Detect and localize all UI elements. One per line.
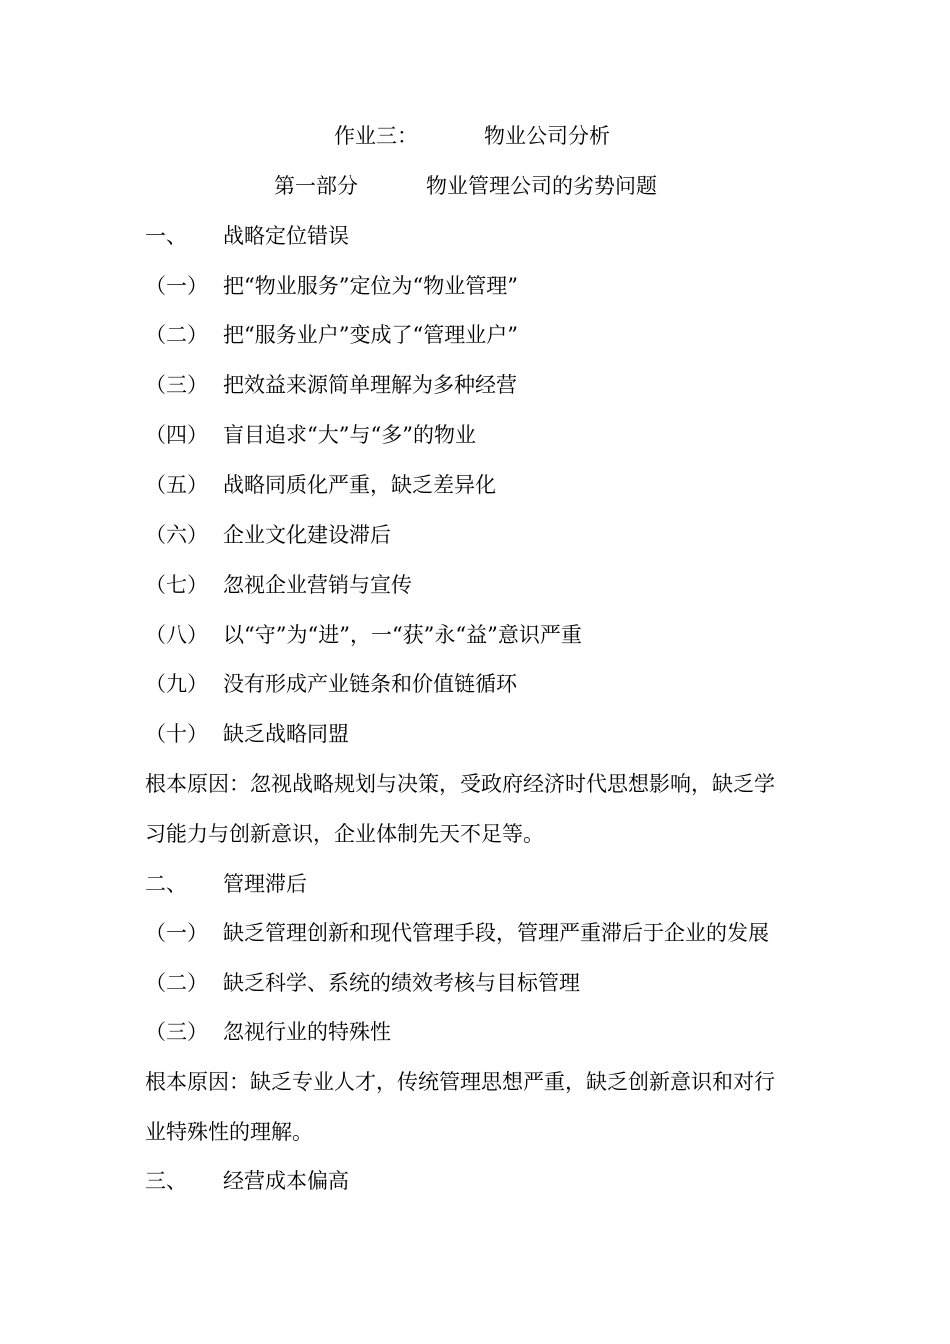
section-title: 战略定位错误 [223, 224, 349, 248]
list-item-number: （三） [145, 373, 208, 397]
section-title: 经营成本偏高 [223, 1169, 349, 1193]
list-item-number: （十） [145, 722, 208, 746]
list-item-text: 缺乏战略同盟 [223, 722, 349, 746]
list-item [145, 570, 412, 600]
section-heading [145, 869, 307, 899]
list-item [145, 470, 496, 500]
list-item-number: （一） [145, 921, 208, 945]
list-item [145, 520, 391, 550]
title-main: 物业公司分析 [484, 124, 610, 148]
list-item [145, 370, 517, 400]
section-title: 管理滞后 [223, 872, 307, 896]
list-item [145, 620, 582, 650]
list-item-number: （一） [145, 274, 208, 298]
document-subtitle [274, 171, 657, 201]
subtitle-prefix: 第一部分 [274, 174, 358, 198]
list-item-text: 把“服务业户”变成了“管理业户” [223, 323, 518, 347]
list-item-text: 战略同质化严重，缺乏差异化 [223, 473, 496, 497]
root-cause-line: 业特殊性的理解。 [145, 1120, 313, 1144]
section-number: 三、 [145, 1169, 187, 1193]
root-cause-line: 习能力与创新意识，企业体制先天不足等。 [145, 822, 544, 846]
list-item-text: 缺乏管理创新和现代管理手段，管理严重滞后于企业的发展 [223, 921, 769, 945]
list-item-text: 没有形成产业链条和价值链循环 [223, 672, 517, 696]
section-heading [145, 221, 349, 251]
list-item [145, 320, 518, 350]
section-number: 二、 [145, 872, 187, 896]
list-item-text: 企业文化建设滞后 [223, 523, 391, 547]
list-item-text: 以“守”为“进”，一“获”永“益”意识严重 [223, 623, 582, 647]
list-item [145, 968, 580, 998]
list-item-text: 把效益来源简单理解为多种经营 [223, 373, 517, 397]
list-item-number: （四） [145, 423, 208, 447]
list-item-number: （三） [145, 1020, 208, 1044]
list-item-text: 忽视行业的特殊性 [223, 1020, 391, 1044]
root-cause-line: 根本原因：忽视战略规划与决策，受政府经济时代思想影响，缺乏学 [145, 772, 775, 796]
section-number: 一、 [145, 224, 187, 248]
list-item-text: 缺乏科学、系统的绩效考核与目标管理 [223, 971, 580, 995]
list-item-text: 忽视企业营销与宣传 [223, 573, 412, 597]
section-heading [145, 1166, 349, 1196]
list-item [145, 1017, 391, 1047]
list-item [145, 420, 476, 450]
list-item [145, 719, 349, 749]
list-item-text: 盲目追求“大”与“多”的物业 [223, 423, 476, 447]
root-cause-paragraph [145, 1057, 815, 1157]
root-cause-paragraph [145, 759, 815, 859]
list-item [145, 271, 518, 301]
list-item-number: （九） [145, 672, 208, 696]
document-title [334, 121, 610, 151]
list-item-number: （七） [145, 573, 208, 597]
subtitle-main: 物业管理公司的劣势问题 [426, 174, 657, 198]
list-item-number: （二） [145, 971, 208, 995]
title-prefix: 作业三： [334, 124, 418, 148]
list-item-number: （二） [145, 323, 208, 347]
list-item-number: （六） [145, 523, 208, 547]
list-item [145, 669, 517, 699]
list-item-number: （五） [145, 473, 208, 497]
list-item-text: 把“物业服务”定位为“物业管理” [223, 274, 518, 298]
list-item-number: （八） [145, 623, 208, 647]
list-item [145, 918, 769, 948]
root-cause-line: 根本原因：缺乏专业人才，传统管理思想严重，缺乏创新意识和对行 [145, 1070, 775, 1094]
